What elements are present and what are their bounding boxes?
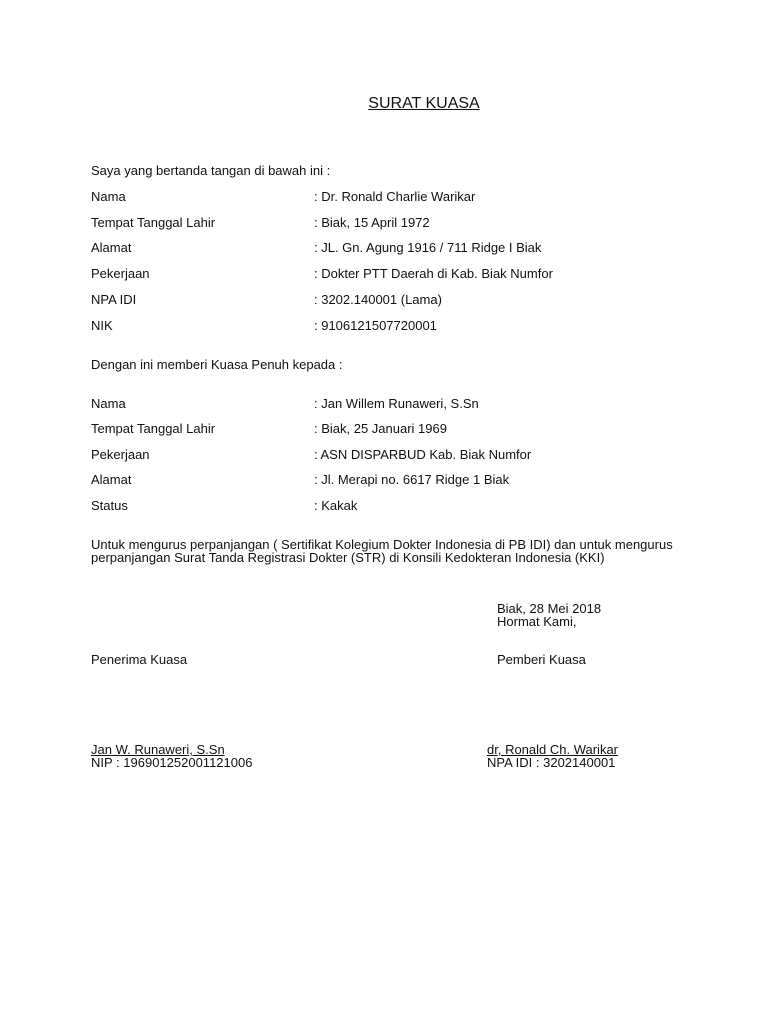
grantee-name-label: Nama bbox=[91, 396, 126, 411]
intro-text: Saya yang bertanda tangan di bawah ini : bbox=[91, 163, 331, 178]
grantee-birth-label: Tempat Tanggal Lahir bbox=[91, 421, 216, 436]
grantor-birth-label: Tempat Tanggal Lahir bbox=[91, 215, 216, 230]
grantee-job-label: Pekerjaan bbox=[91, 447, 150, 462]
grantee-name-value: : Jan Willem Runaweri, S.Sn bbox=[314, 396, 479, 411]
grantor-nik-label: NIK bbox=[91, 318, 113, 333]
grantor-address-value: : JL. Gn. Agung 1916 / 711 Ridge I Biak bbox=[314, 240, 542, 255]
receiver-id: NIP : 196901252001121006 bbox=[91, 755, 253, 770]
receiver-role: Penerima Kuasa bbox=[91, 652, 188, 667]
closing-greeting: Hormat Kami, bbox=[497, 614, 577, 629]
grantor-name-label: Nama bbox=[91, 189, 126, 204]
receiver-name: Jan W. Runaweri, S.Sn bbox=[91, 742, 225, 757]
purpose-line-1: Untuk mengurus perpanjangan ( Sertifikat Kolegium Dokter Indonesia di PB IDI) dan untuk mengurus bbox=[91, 537, 673, 552]
grantor-birth-value: : Biak, 15 April 1972 bbox=[314, 215, 430, 230]
grantor-nik-value: : 9106121507720001 bbox=[314, 318, 437, 333]
document-title: SURAT KUASA bbox=[368, 95, 480, 112]
grantee-address-value: : Jl. Merapi no. 6617 Ridge 1 Biak bbox=[314, 472, 510, 487]
grantor-npa-value: : 3202.140001 (Lama) bbox=[314, 292, 442, 307]
grantee-address-label: Alamat bbox=[91, 472, 132, 487]
grantee-birth-value: : Biak, 25 Januari 1969 bbox=[314, 421, 447, 436]
giver-name: dr, Ronald Ch. Warikar bbox=[487, 742, 619, 757]
giver-role: Pemberi Kuasa bbox=[497, 652, 586, 667]
grantor-job-label: Pekerjaan bbox=[91, 266, 150, 281]
grantor-address-label: Alamat bbox=[91, 240, 132, 255]
purpose-line-2: perpanjangan Surat Tanda Registrasi Dokter (STR) di Konsili Kedokteran Indonesia (KKI) bbox=[91, 550, 605, 565]
grantee-job-value: : ASN DISPARBUD Kab. Biak Numfor bbox=[314, 447, 532, 462]
grantor-name-value: : Dr. Ronald Charlie Warikar bbox=[314, 189, 476, 204]
grantor-job-value: : Dokter PTT Daerah di Kab. Biak Numfor bbox=[314, 266, 553, 281]
giver-id: NPA IDI : 3202140001 bbox=[487, 755, 616, 770]
grant-statement: Dengan ini memberi Kuasa Penuh kepada : bbox=[91, 357, 343, 372]
grantee-status-label: Status bbox=[91, 498, 128, 513]
place-date: Biak, 28 Mei 2018 bbox=[497, 601, 602, 616]
grantor-npa-label: NPA IDI bbox=[91, 292, 137, 307]
grantee-status-value: : Kakak bbox=[314, 498, 358, 513]
